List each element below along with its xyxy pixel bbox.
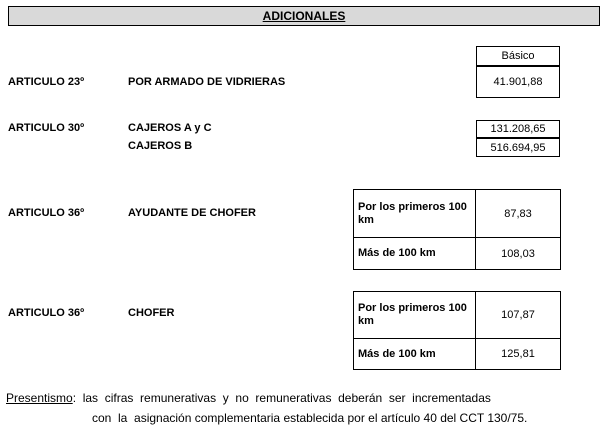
- footnote-term: Presentismo: [6, 391, 73, 405]
- ayudante-tier1-value: 87,83: [475, 189, 561, 238]
- ayudante-tier2-value: 108,03: [475, 237, 561, 270]
- chofer-tier2-value: 125,81: [475, 338, 561, 370]
- section-title: [8, 6, 600, 26]
- cajeros-b-value: 516.694,95: [476, 138, 560, 157]
- section-title-text: ADICIONALES: [262, 9, 346, 23]
- ayudante-description: AYUDANTE DE CHOFER: [128, 207, 256, 219]
- chofer-description: CHOFER: [128, 307, 175, 319]
- cajeros-ac-value: 131.208,65: [476, 120, 560, 138]
- chofer-tier1-label: Por los primeros 100 km: [353, 291, 476, 339]
- footnote-line-1: [6, 388, 491, 408]
- cajeros-ac-description: CAJEROS A y C: [128, 122, 212, 134]
- footnote-text-1: : las cifras remunerativas y no remunerativas deberán ser incrementadas: [72, 391, 491, 405]
- article-23-label: ARTICULO 23º: [8, 76, 85, 88]
- article-30-label: ARTICULO 30º: [8, 122, 85, 134]
- chofer-tier2-label: Más de 100 km: [353, 338, 476, 370]
- cajeros-b-description: CAJEROS B: [128, 140, 193, 152]
- footnote-line-2: con la asignación complementaria establecida por el artículo 40 del CCT 130/75.: [92, 411, 528, 425]
- ayudante-tier2-label: Más de 100 km: [353, 237, 476, 270]
- ayudante-tier1-label: Por los primeros 100 km: [353, 189, 476, 238]
- chofer-tier1-value: 107,87: [475, 291, 561, 339]
- article-36-label-2: ARTICULO 36º: [8, 307, 85, 319]
- vidrieras-description: POR ARMADO DE VIDRIERAS: [128, 76, 286, 88]
- basico-column-header: Básico: [476, 46, 560, 66]
- vidrieras-value: 41.901,88: [476, 66, 560, 98]
- article-36-label-1: ARTICULO 36º: [8, 207, 85, 219]
